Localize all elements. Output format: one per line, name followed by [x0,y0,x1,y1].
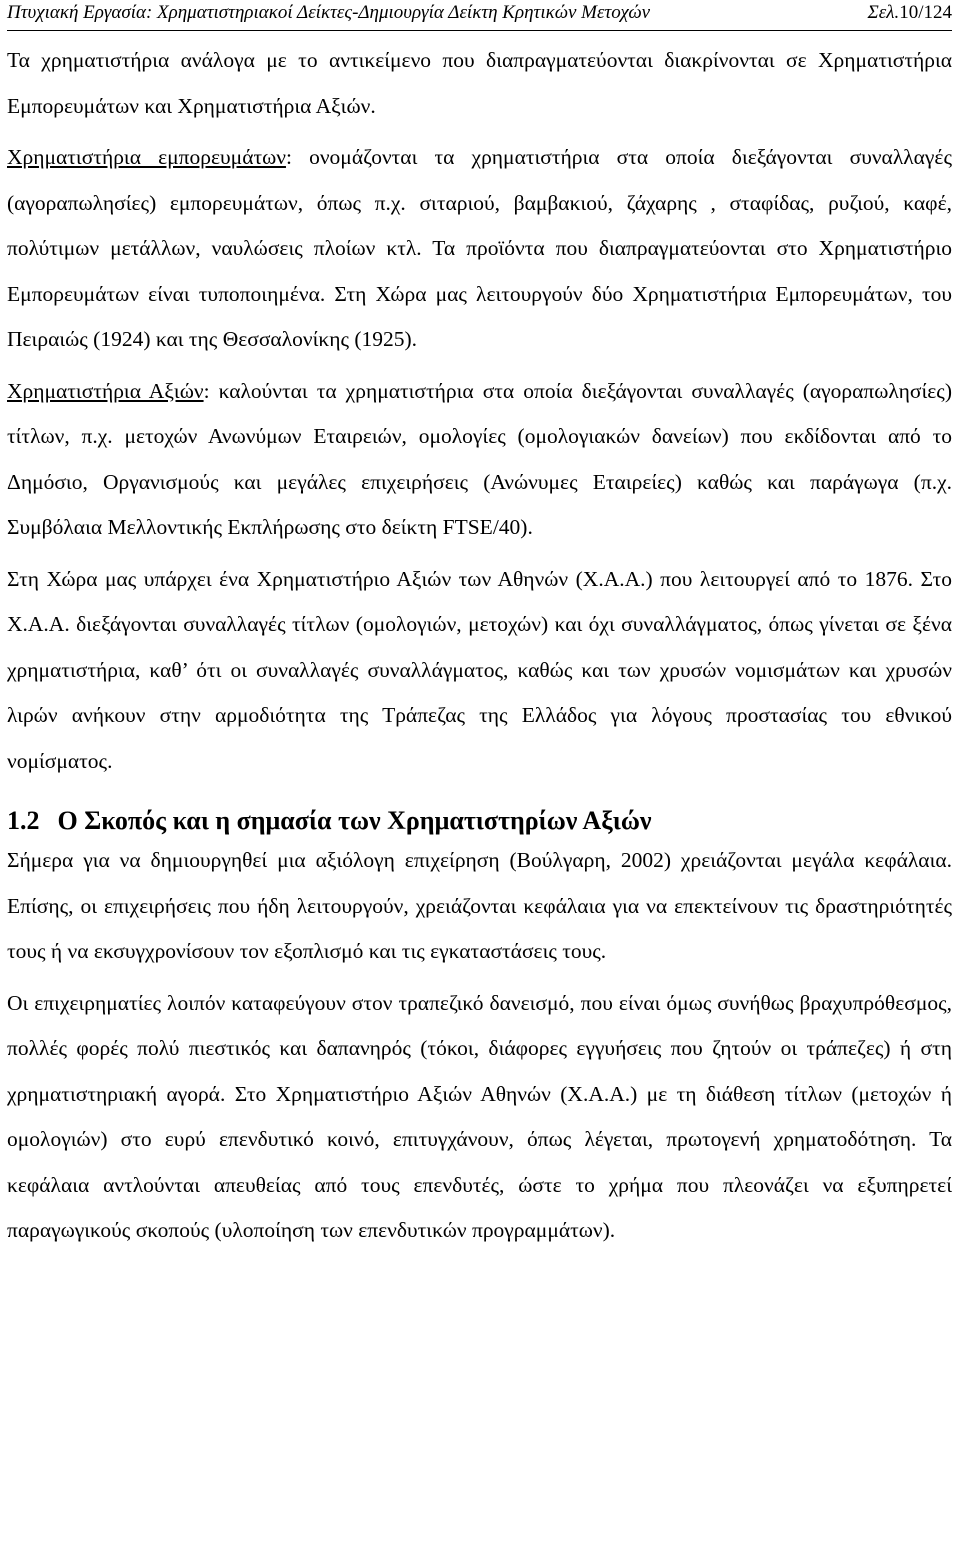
section-number: 1.2 [7,806,40,835]
section-title: Ο Σκοπός και η σημασία των Χρηματιστηρίων Αξιών [57,806,652,835]
header-page-number [867,0,952,26]
definition-securities-exchanges: : καλούνται τα χρηματιστήρια στα οποία διεξάγονται συναλλαγές (αγοραπωλησίες) τίτλων, π.χ. μετοχών Ανωνύμων Εταιρειών, ομολογίες (ομολογιακών δανείων) που εκδίδονται από το Δημόσιο, Οργανισμούς και μεγάλες επιχειρήσεις (Ανώνυμες Εταιρείες) καθώς και παράγωγα (π.χ. Συμβόλαια Μελλοντικής Εκπλήρωσης στο δείκτη FTSE/40). [7,378,952,539]
paragraph-exchange-types: Τα χρηματιστήρια ανάλογα με το αντικείμενο που διαπραγματεύονται διακρίνονται σε Χρηματιστήρια Εμπορευμάτων και Χρηματιστήρια Αξιών. [7,48,952,118]
paragraph-financing-sources: Οι επιχειρηματίες λοιπόν καταφεύγουν στον τραπεζικό δανεισμό, που είναι όμως συνήθως βραχυπρόθεσμος, πολλές φορές πολύ πιεστικός και δαπανηρός (τόκοι, διάφορες εγγυήσεις που ζητούν οι τράπεζες) ή στη χρηματιστηριακή αγορά. Στο Χρηματιστήριο Αξιών Αθηνών (Χ.Α.Α.) με τη διάθεση τίτλων (μετοχών ή ομολογιών) στο ευρύ επενδυτικό κοινό, επιτυγχάνουν, όπως λέγεται, πρωτογενή χρηματοδότηση. Τα κεφάλαια αντλούνται απευθείας από τους επενδυτές, ώστε το χρήμα που πλεονάζει να εξυπηρετεί παραγωγικούς σκοπούς (υλοποίηση των επενδυτικών προγραμμάτων). [7,990,952,1242]
paragraph-athens-exchange: Στη Χώρα μας υπάρχει ένα Χρηματιστήριο Αξιών των Αθηνών (Χ.Α.Α.) που λειτουργεί από το 1876. Στο Χ.Α.Α. διεξάγονται συναλλαγές τίτλων (ομολογιών, μετοχών) και όχι συναλλάγματος, όπως γίνεται σε ξένα χρηματιστήρια, καθ’ ότι οι συναλλαγές συναλλάγματος, καθώς και των χρυσών νομισμάτων και χρυσών λιρών ανήκουν στην αρμοδιότητα της Τράπεζας της Ελλάδος για λόγους προστασίας του εθνικού νομίσματος. [7,566,952,773]
paragraph-securities-exchanges [7,369,952,551]
document-body [7,38,952,1254]
running-header [7,0,952,31]
paragraph-commodity-exchanges [7,135,952,363]
header-page-value: 10/124 [899,2,952,23]
header-page-prefix: Σελ. [867,2,900,23]
definition-commodity-exchanges: : ονομάζονται τα χρηματιστήρια στα οποία διεξάγονται συναλλαγές (αγοραπωλησίες) εμπορευμάτων, όπως π.χ. σιταριού, βαμβακιού, ζάχαρης , σταφίδας, ρυζιού, καφέ, πολύτιμων μετάλλων, ναυλώσεις πλοίων κτλ. Τα προϊόντα που διαπραγματεύονται στο Χρηματιστήριο Εμπορευμάτων είναι τυποποιημένα. Στη Χώρα μας λειτουργούν δύο Χρηματιστήρια Εμπορευμάτων, του Πειραιώς (1924) και της Θεσσαλονίκης (1925). [7,145,952,351]
term-commodity-exchanges: Χρηματιστήρια εμπορευμάτων [7,145,286,169]
term-securities-exchanges: Χρηματιστήρια Αξιών [7,378,204,403]
section-heading [7,804,952,838]
paragraph-capital-needs: Σήμερα για να δημιουργηθεί μια αξιόλογη επιχείρηση (Βούλγαρη, 2002) χρειάζονται μεγάλα κεφάλαια. Επίσης, οι επιχειρήσεις που ήδη λειτουργούν, χρειάζονται κεφάλαια για να επεκτείνουν τις δραστηριότητές τους ή να εκσυγχρονίσουν τον εξοπλισμό και τις εγκαταστάσεις τους. [7,848,952,963]
header-title: Πτυχιακή Εργασία: Χρηματιστηριακοί Δείκτες-Δημιουργία Δείκτη Κρητικών Μετοχών [7,2,651,23]
